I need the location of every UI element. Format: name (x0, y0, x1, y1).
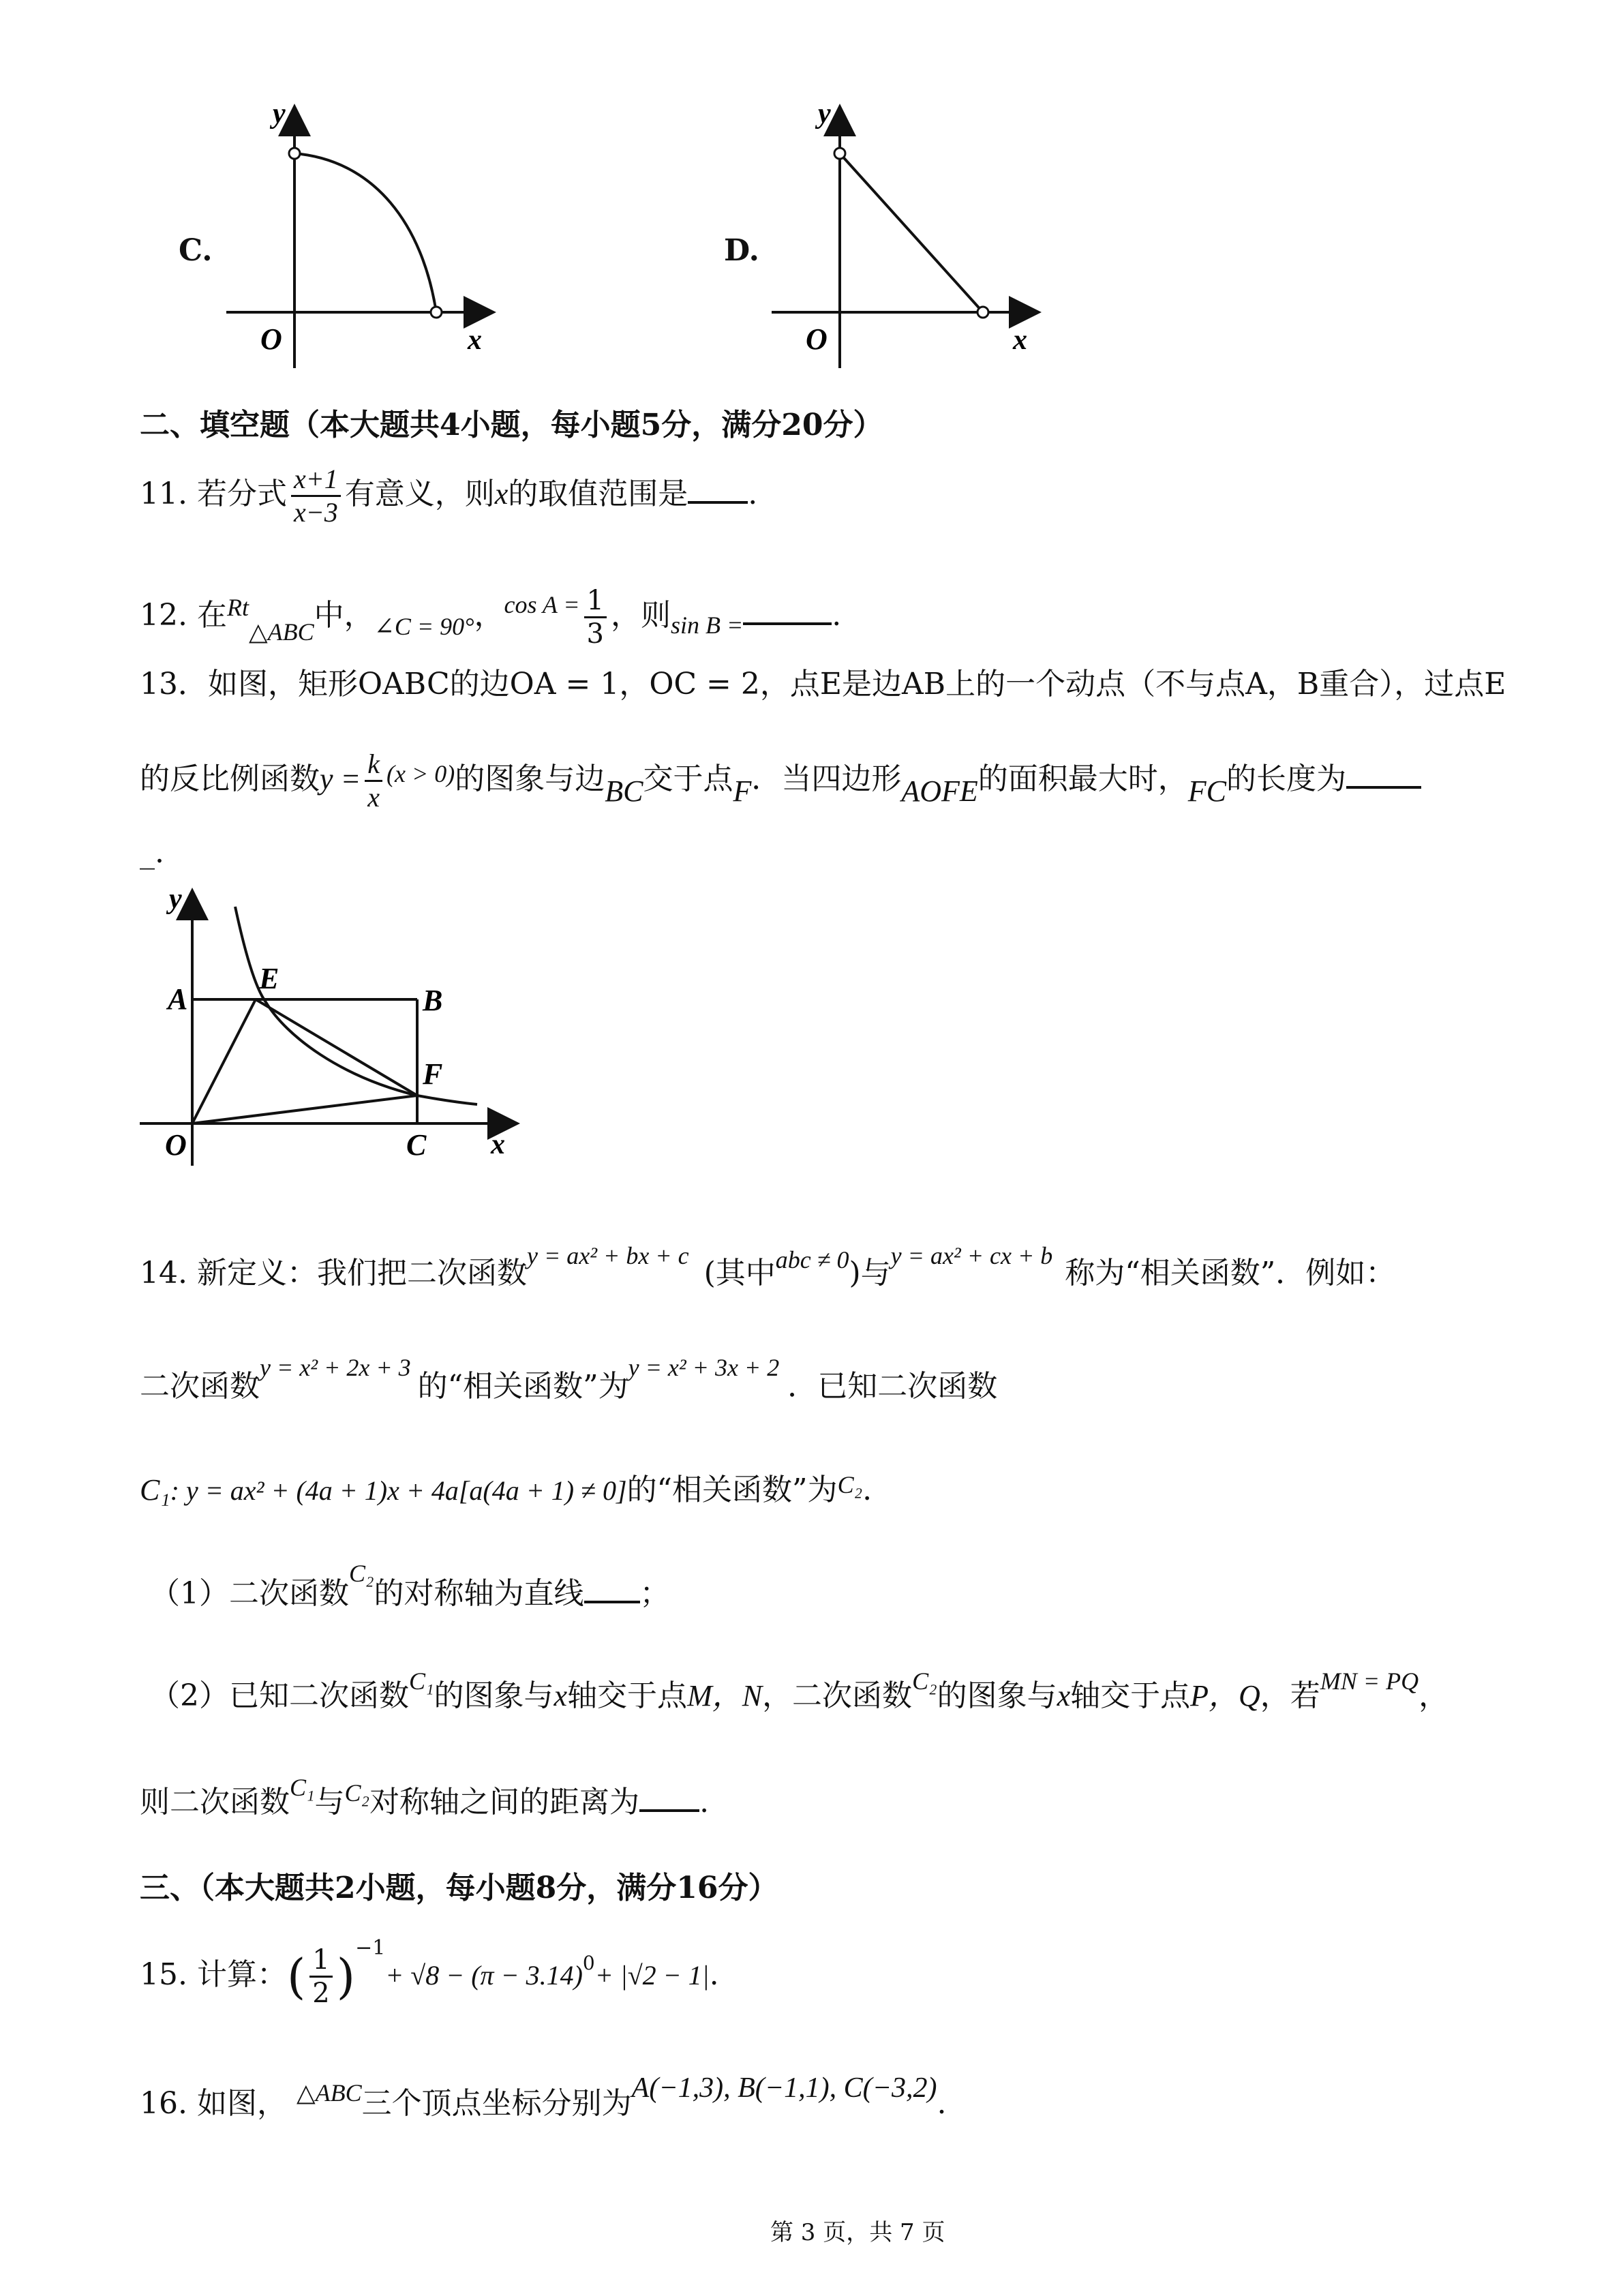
q11-pre: 若分式 (196, 477, 287, 511)
q14-example1: y = x² + 2x + 3 (260, 1354, 411, 1381)
q16-triangle: △ABC (296, 2079, 362, 2106)
q15-half-num: 1 (309, 1944, 332, 1978)
q15-number: 15. (140, 1957, 187, 1992)
q14-p2-x2: x (1057, 1679, 1071, 1712)
q14-p3-yu: 与 (314, 1785, 345, 1819)
q16-mid: 三个顶点坐标分别为 (361, 2086, 632, 2121)
q13-aofe: AOFE (901, 774, 978, 808)
q14-c2: C₂ (837, 1471, 863, 1498)
q14-l3-end: . (862, 1472, 873, 1507)
option-d-label: D. (724, 233, 759, 268)
q14-p2-mid1: 的图象与 (434, 1678, 554, 1713)
q14-f2: y = ax² + cx + b (890, 1242, 1053, 1269)
q14-line2 (140, 1354, 998, 1405)
q14-l2-post: ．已知二次函数 (787, 1369, 998, 1404)
q13-line1: 13．如图，矩形OABC的边OA = 1，OC = 2，点E是边AB上的一个动点（不与点A，B重合），过点E (140, 667, 1506, 701)
q14-l2-mid: 的“相关函数”为 (417, 1369, 628, 1404)
q13-line2 (140, 749, 1421, 813)
label-b: B (423, 984, 443, 1017)
q15-half-den: 2 (312, 1978, 330, 2009)
q14-p1-end: ； (639, 1576, 670, 1611)
open-point-y (289, 148, 300, 159)
q14-p3-pre: 则二次函数 (140, 1785, 290, 1819)
q13-post2: 的长度为 (1226, 761, 1347, 796)
q13-k-over-x (365, 749, 382, 813)
q13-func: y = (320, 762, 361, 796)
q13-mid4: ．当四边形 (751, 761, 902, 796)
q14-line3 (140, 1472, 872, 1509)
q14-f1: y = ax² + bx + c (526, 1242, 689, 1269)
y-label: y (818, 98, 831, 130)
q15-left-paren: ( (286, 1948, 306, 2005)
q14-p3-answer-blank[interactable] (639, 1782, 699, 1812)
q12-comma: ， (474, 598, 504, 633)
segment-oe (192, 999, 256, 1123)
option-c-label: C. (179, 233, 213, 268)
q13-mid3: 交于点 (643, 761, 733, 796)
origin-label: O (260, 322, 282, 356)
q13-pre2: 的反比例函数 (140, 761, 320, 796)
q16-number: 16. (140, 2086, 187, 2121)
q14-p2-c2: C₂ (912, 1667, 937, 1695)
section2-heading: 二、填空题（本大题共4小题，每小题5分，满分20分） (140, 408, 883, 442)
q14-p1-pre: （1）二次函数 (150, 1576, 349, 1611)
q15-right-paren: ) (336, 1948, 356, 2005)
x-label: x (468, 324, 482, 356)
q15-abs: + |√2 − 1| (594, 1960, 710, 1991)
q12-sin: sin B = (670, 611, 744, 639)
q14-part1 (150, 1560, 670, 1612)
segment-of (192, 1096, 417, 1123)
fig-y-label: y (169, 883, 182, 915)
q13-bc: BC (605, 774, 643, 808)
q14-paren-pre: (其中 (703, 1256, 776, 1290)
q12-number: 12. (140, 598, 187, 633)
q14-p1-c2: C₂ (349, 1560, 374, 1587)
q14-p1-answer-blank[interactable] (584, 1573, 640, 1603)
q14-example2: y = x² + 3x + 2 (628, 1354, 780, 1381)
q14-part3 (140, 1774, 710, 1821)
q11-end: . (748, 477, 758, 511)
q12-cos-den: 3 (586, 618, 604, 650)
q14-p2-pre: （2）已知二次函数 (150, 1678, 409, 1713)
q14-p3-end: . (699, 1785, 710, 1819)
q13-x: x (367, 782, 380, 813)
q15-expr: + √8 − (π − 3.14) (385, 1960, 583, 1991)
q14-p2-mid2: 轴交于点 (567, 1678, 688, 1713)
q15-end: . (709, 1957, 719, 1992)
q15-exponent-zero: 0 (582, 1952, 595, 1974)
q14-p3-c1: C₁ (290, 1774, 315, 1801)
segment (840, 153, 983, 312)
q14-cond: abc ≠ 0 (775, 1246, 849, 1273)
q12-then: ，则 (610, 598, 671, 633)
q12-cos-num: 1 (584, 585, 607, 618)
q11-frac-den: x−3 (293, 497, 338, 528)
q11-frac-num: x+1 (291, 464, 341, 497)
q15-pre: 计算： (196, 1957, 287, 1992)
q12-answer-blank[interactable] (743, 595, 832, 625)
q13-answer-blank[interactable] (1346, 759, 1421, 789)
label-c: C (406, 1128, 427, 1162)
fig-x-label: x (491, 1129, 505, 1160)
section3-heading: 三、（本大题共2小题，每小题8分，满分16分） (140, 1871, 778, 1905)
q12-triangle: △ABC (248, 618, 314, 646)
q14-l2-pre: 二次函数 (140, 1369, 260, 1404)
open-point-y (834, 148, 845, 159)
q14-paren-post: )与 (849, 1256, 891, 1290)
q16 (140, 2072, 947, 2122)
q14-p2-end: ， (1419, 1678, 1449, 1713)
quarter-curve (294, 153, 436, 312)
q13-k: k (365, 749, 382, 782)
q15 (140, 1936, 719, 2009)
q14-number: 14. (140, 1256, 187, 1290)
q13-mid2: 的图象与边 (455, 761, 605, 796)
label-o: O (165, 1128, 187, 1162)
q12-pre: 在 (196, 598, 227, 633)
q15-half (309, 1944, 332, 2009)
q11-mid: 有意义，则 (344, 477, 495, 511)
q14-p2-eq: MN = PQ (1320, 1667, 1419, 1695)
q16-pre: 如图， (196, 2086, 287, 2121)
q14-p2-mn: M，N (687, 1679, 763, 1712)
q12-end: . (832, 598, 842, 633)
q15-exponent: −1 (355, 1936, 386, 1960)
option-c-graph (218, 95, 504, 382)
label-a: A (168, 982, 188, 1016)
open-point-x (431, 307, 442, 318)
x-label: x (1013, 324, 1027, 356)
q11-var: x (494, 477, 509, 511)
label-e: E (259, 962, 279, 995)
q14-p2-ruo: ，若 (1260, 1678, 1320, 1713)
page-footer: 第 3 页，共 7 页 (770, 2219, 945, 2246)
q14-line1 (140, 1242, 1396, 1292)
q13-fc: FC (1187, 774, 1227, 808)
q14-p3-post: 对称轴之间的距离为 (369, 1785, 640, 1819)
q13-f: F (733, 774, 752, 808)
q14-p3-c2: C₂ (344, 1779, 370, 1807)
q14-p2-mid4: 的图象与 (937, 1678, 1057, 1713)
q14-pre: 新定义：我们把二次函数 (196, 1256, 527, 1290)
q11-fraction (291, 464, 341, 528)
q11-post: 的取值范围是 (508, 477, 688, 511)
q14-c1: C₁ (140, 1473, 170, 1507)
q12-cos: cos A = (504, 591, 580, 618)
q12-zhong: 中， (314, 598, 374, 633)
q11-number: 11. (140, 477, 187, 511)
label-f: F (423, 1057, 443, 1091)
q14-p2-pq: P，Q (1190, 1679, 1260, 1712)
q16-coords: A(−1,3), B(−1,1), C(−3,2) (631, 2072, 937, 2104)
option-d-graph (763, 95, 1050, 382)
q14-p2-mid5: 轴交于点 (1070, 1678, 1191, 1713)
q14-p1-post: 的对称轴为直线 (374, 1576, 584, 1611)
q14-part2 (150, 1667, 1449, 1715)
q11 (140, 464, 757, 528)
q13-cond: (x > 0) (386, 760, 455, 787)
q14-p2-c1: C₁ (409, 1667, 434, 1695)
origin-label: O (806, 322, 828, 356)
q13-figure (136, 879, 545, 1179)
q14-p2-x1: x (553, 1679, 568, 1712)
y-label: y (273, 98, 286, 130)
q13-mid5: 的面积最大时， (977, 761, 1188, 796)
q11-answer-blank[interactable] (688, 474, 748, 504)
q12-angle: ∠C = 90° (374, 613, 474, 640)
q12-cos-fraction (584, 585, 607, 650)
q12-rt: Rt (226, 594, 249, 621)
q16-end: . (937, 2086, 947, 2121)
q14-l3-mid: 的“相关函数”为 (626, 1472, 838, 1507)
q13-line3: _. (140, 835, 164, 870)
segment-ef (256, 999, 417, 1096)
q14-post: 称为“相关函数”．例如： (1065, 1256, 1396, 1290)
q14-c1-function: : y = ax² + (4a + 1)x + 4a[a(4a + 1) ≠ 0] (170, 1475, 627, 1506)
q12 (140, 585, 841, 650)
q14-p2-mid3: ，二次函数 (762, 1678, 913, 1713)
open-point-x (977, 307, 988, 318)
